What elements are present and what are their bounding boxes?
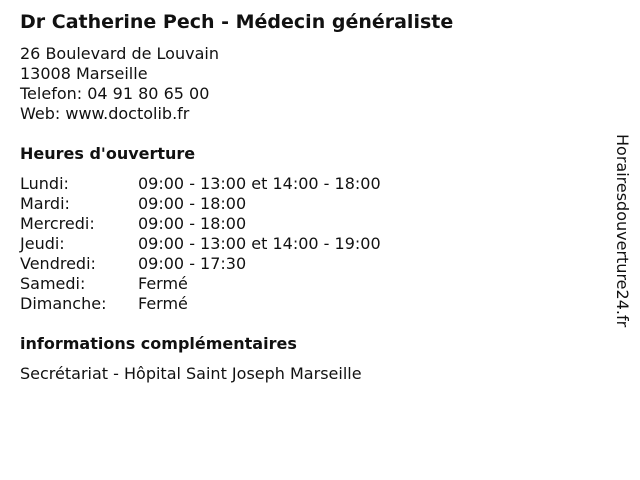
address-city: 13008 Marseille bbox=[20, 64, 148, 83]
hours-row-monday bbox=[20, 174, 381, 194]
day-label: Samedi: bbox=[20, 274, 86, 293]
time-value: 09:00 - 18:00 bbox=[138, 214, 247, 233]
time-value: Fermé bbox=[138, 274, 188, 293]
day-label: Mercredi: bbox=[20, 214, 95, 233]
hours-row-saturday bbox=[20, 274, 381, 294]
hours-row-wednesday bbox=[20, 214, 381, 234]
day-label: Mardi: bbox=[20, 194, 70, 213]
opening-hours-heading: Heures d'ouverture bbox=[20, 144, 196, 163]
time-value: 09:00 - 18:00 bbox=[138, 194, 247, 213]
time-value: Fermé bbox=[138, 294, 188, 313]
phone-number: Telefon: 04 91 80 65 00 bbox=[20, 84, 210, 103]
time-value: 09:00 - 13:00 et 14:00 - 19:00 bbox=[138, 234, 381, 253]
time-value: 09:00 - 13:00 et 14:00 - 18:00 bbox=[138, 174, 381, 193]
day-label: Dimanche: bbox=[20, 294, 107, 313]
day-label: Vendredi: bbox=[20, 254, 96, 273]
time-value: 09:00 - 17:30 bbox=[138, 254, 247, 273]
additional-info-text: Secrétariat - Hôpital Saint Joseph Marseille bbox=[20, 364, 362, 383]
site-watermark: Horairesdouverture24.fr bbox=[613, 134, 632, 328]
page-title: Dr Catherine Pech - Médecin généraliste bbox=[20, 11, 454, 33]
additional-info-heading: informations complémentaires bbox=[20, 334, 297, 353]
hours-row-thursday bbox=[20, 234, 381, 254]
hours-row-tuesday bbox=[20, 194, 381, 214]
day-label: Jeudi: bbox=[20, 234, 65, 253]
address-block bbox=[20, 44, 219, 124]
opening-hours-table bbox=[20, 174, 381, 314]
day-label: Lundi: bbox=[20, 174, 69, 193]
address-street: 26 Boulevard de Louvain bbox=[20, 44, 219, 63]
website: Web: www.doctolib.fr bbox=[20, 104, 190, 123]
hours-row-friday bbox=[20, 254, 381, 274]
hours-row-sunday bbox=[20, 294, 381, 314]
